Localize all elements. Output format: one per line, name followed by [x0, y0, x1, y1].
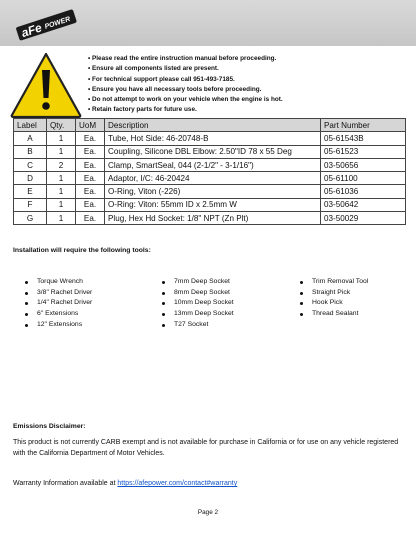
safety-note: • Ensure all components listed are present. — [88, 64, 283, 74]
tools-list-column-3 — [299, 277, 368, 320]
col-header-label: Label — [14, 119, 47, 132]
tools-list-column-2 — [161, 277, 234, 331]
safety-note: • For technical support please call 951-493-7185. — [88, 75, 283, 85]
table-row — [14, 185, 406, 198]
cell-label: E — [14, 185, 47, 198]
cell-qty: 1 — [47, 145, 76, 158]
cell-label: D — [14, 172, 47, 185]
safety-notes — [88, 54, 283, 116]
cell-part-number: 05-61036 — [321, 185, 406, 198]
cell-qty: 1 — [47, 212, 76, 225]
cell-description: O-Ring: Viton: 55mm ID x 2.5mm W — [105, 198, 321, 211]
warranty-link[interactable]: https://afepower.com/contact#warranty — [117, 480, 238, 487]
cell-uom: Ea. — [76, 198, 105, 211]
safety-note: • Retain factory parts for future use. — [88, 105, 283, 115]
cell-qty: 1 — [47, 172, 76, 185]
tool-item: 13mm Deep Socket — [161, 309, 234, 320]
tool-item: 12" Extensions — [24, 320, 92, 331]
tool-item: Trim Removal Tool — [299, 277, 368, 288]
cell-qty: 1 — [47, 185, 76, 198]
tool-item: T27 Socket — [161, 320, 234, 331]
parts-table-header-row — [14, 119, 406, 132]
cell-description: Plug, Hex Hd Socket: 1/8" NPT (Zn Plt) — [105, 212, 321, 225]
tool-item: 6" Extensions — [24, 309, 92, 320]
svg-text:aFe: aFe — [19, 20, 44, 41]
table-row — [14, 212, 406, 225]
warning-triangle-icon — [10, 52, 82, 118]
tool-item: Thread Sealant — [299, 309, 368, 320]
warranty-prefix: Warranty Information available at — [13, 480, 118, 487]
emissions-text: This product is not currently CARB exempt and is not available for purchase in California or for use on any vehicle registered with the California Department of Motor Vehicles. — [13, 439, 399, 457]
cell-part-number: 05-61543B — [321, 132, 406, 145]
tool-item: Hook Pick — [299, 298, 368, 309]
cell-description: Adaptor, I/C: 46-20424 — [105, 172, 321, 185]
cell-label: F — [14, 198, 47, 211]
tool-item: 10mm Deep Socket — [161, 298, 234, 309]
cell-description: Clamp, SmartSeal, 044 (2-1/2" - 3-1/16") — [105, 158, 321, 171]
page-number: Page 2 — [197, 509, 219, 516]
cell-uom: Ea. — [76, 132, 105, 145]
table-row — [14, 145, 406, 158]
warranty-line — [13, 480, 237, 487]
cell-part-number: 05-61523 — [321, 145, 406, 158]
cell-qty: 1 — [47, 198, 76, 211]
cell-uom: Ea. — [76, 212, 105, 225]
table-row — [14, 172, 406, 185]
cell-description: Coupling, Silicone DBL Elbow: 2.50"ID 78 x 55 Deg — [105, 145, 321, 158]
safety-note: • Do not attempt to work on your vehicle when the engine is hot. — [88, 95, 283, 105]
cell-description: Tube, Hot Side: 46-20748-B — [105, 132, 321, 145]
tool-item: 7mm Deep Socket — [161, 277, 234, 288]
cell-uom: Ea. — [76, 185, 105, 198]
tool-item: 3/8" Rachet Driver — [24, 288, 92, 299]
cell-label: B — [14, 145, 47, 158]
cell-part-number: 05-61100 — [321, 172, 406, 185]
cell-uom: Ea. — [76, 145, 105, 158]
col-header-part-number: Part Number — [321, 119, 406, 132]
cell-label: G — [14, 212, 47, 225]
cell-uom: Ea. — [76, 172, 105, 185]
emissions-heading: Emissions Disclaimer: — [13, 423, 86, 430]
tool-item: Straight Pick — [299, 288, 368, 299]
safety-note: • Please read the entire instruction manual before proceeding. — [88, 54, 283, 64]
tool-item: 1/4" Rachet Driver — [24, 298, 92, 309]
table-row — [14, 198, 406, 211]
afe-power-logo — [12, 6, 80, 42]
header-bar — [0, 0, 416, 46]
tool-item: 8mm Deep Socket — [161, 288, 234, 299]
table-row — [14, 158, 406, 171]
cell-label: C — [14, 158, 47, 171]
parts-table — [13, 118, 406, 225]
tools-heading: Installation will require the following tools: — [13, 247, 151, 254]
tool-item: Torque Wrench — [24, 277, 92, 288]
safety-note: • Ensure you have all necessary tools before proceeding. — [88, 85, 283, 95]
cell-part-number: 03-50656 — [321, 158, 406, 171]
table-row — [14, 132, 406, 145]
tools-list-column-1 — [24, 277, 92, 331]
svg-text:POWER: POWER — [43, 15, 72, 31]
cell-part-number: 03-50642 — [321, 198, 406, 211]
cell-qty: 1 — [47, 132, 76, 145]
cell-label: A — [14, 132, 47, 145]
col-header-uom: UoM — [76, 119, 105, 132]
cell-description: O-Ring, Viton (-226) — [105, 185, 321, 198]
col-header-qty: Qty. — [47, 119, 76, 132]
cell-part-number: 03-50029 — [321, 212, 406, 225]
col-header-description: Description — [105, 119, 321, 132]
cell-qty: 2 — [47, 158, 76, 171]
cell-uom: Ea. — [76, 158, 105, 171]
